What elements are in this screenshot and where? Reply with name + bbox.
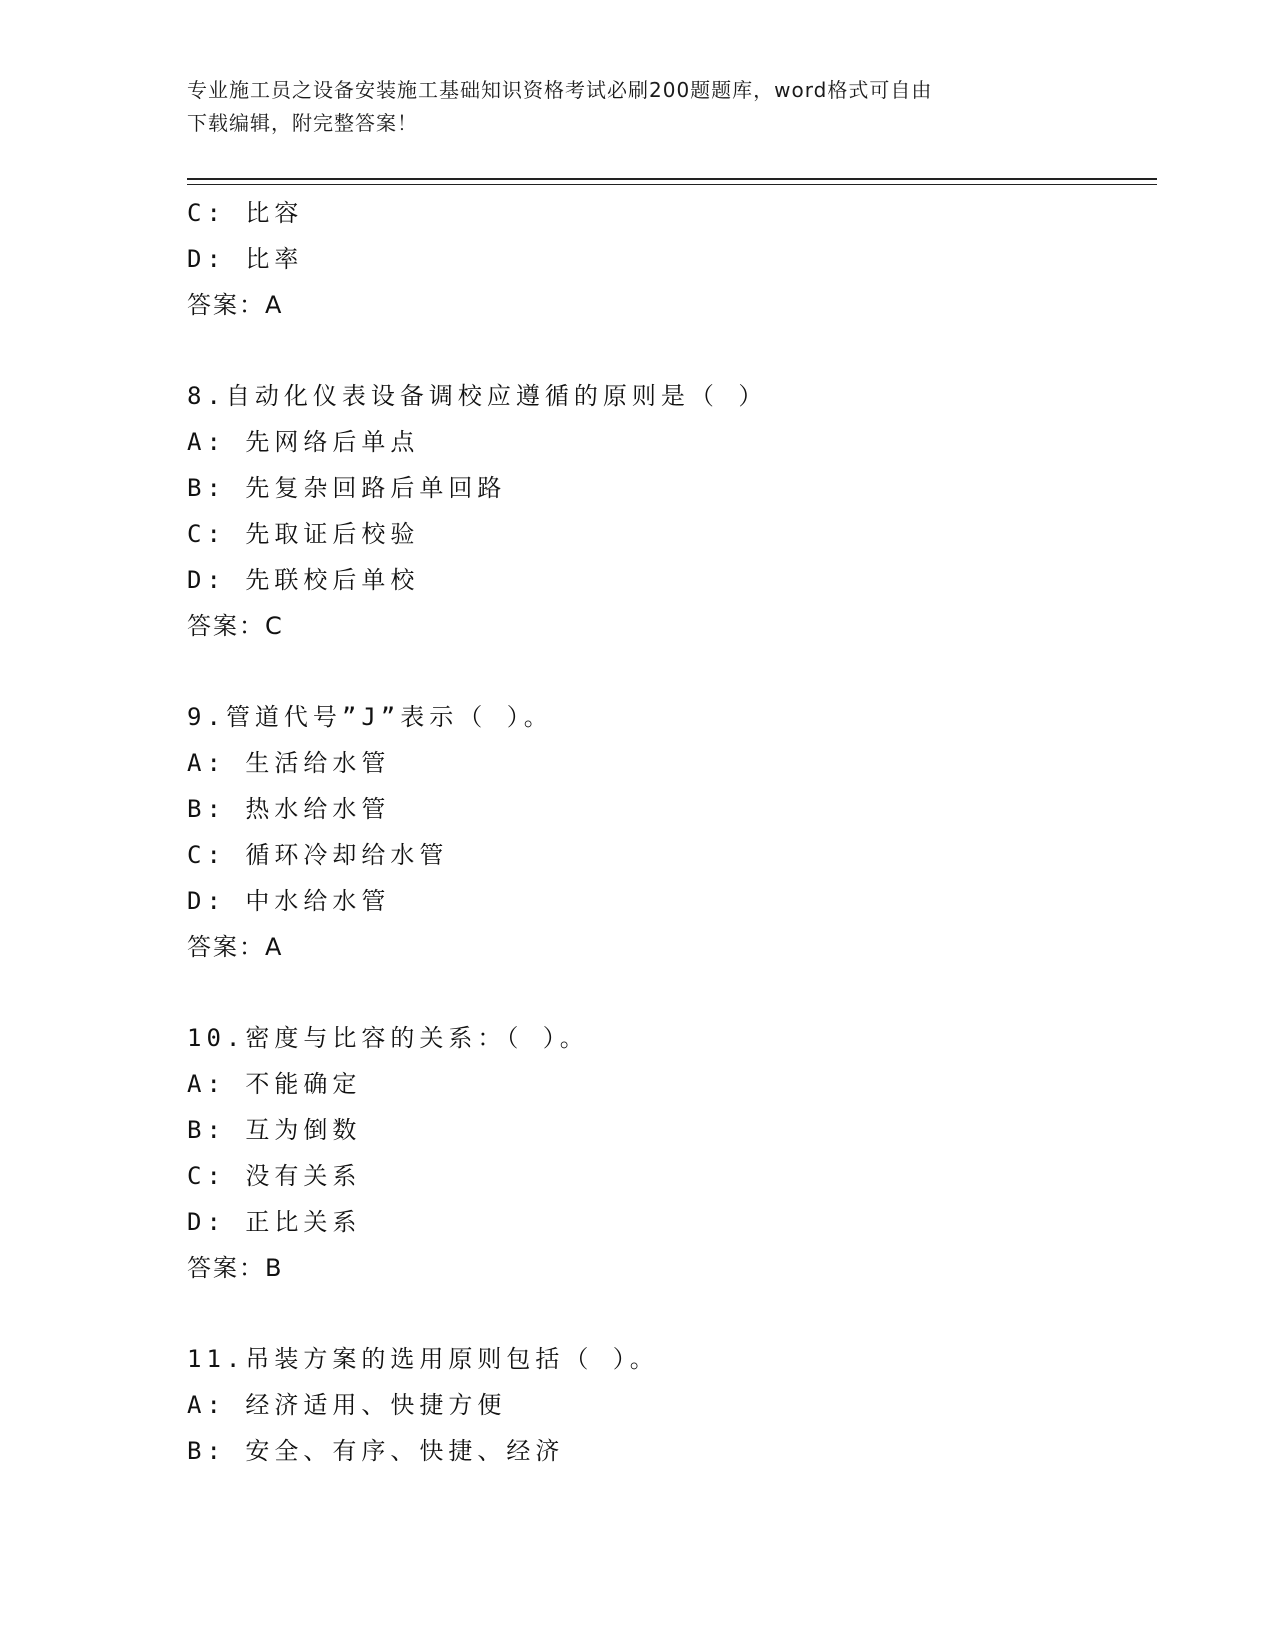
spacer xyxy=(187,1291,1157,1336)
question-block xyxy=(187,1015,1157,1291)
question-list xyxy=(187,190,1157,1474)
question-block xyxy=(187,1336,1157,1474)
option-b: B: 安全、有序、快捷、经济 xyxy=(187,1437,565,1465)
question-stem: 8.自动化仪表设备调校应遵循的原则是（ ） xyxy=(187,382,768,410)
option-d: D: 比率 xyxy=(187,245,304,273)
option-c: C: 循环冷却给水管 xyxy=(187,841,449,869)
option-b: B: 互为倒数 xyxy=(187,1116,362,1144)
option-b: B: 热水给水管 xyxy=(187,795,391,823)
header-title-line-2: 下载编辑，附完整答案！ xyxy=(187,111,418,135)
option-a: A: 生活给水管 xyxy=(187,749,391,777)
question-stem: 10.密度与比容的关系：（ ）。 xyxy=(187,1024,589,1052)
option-b: B: 先复杂回路后单回路 xyxy=(187,474,507,502)
question-block xyxy=(187,190,1157,328)
answer-line: 答案：A xyxy=(187,291,284,319)
question-stem: 11.吊装方案的选用原则包括（ ）。 xyxy=(187,1345,659,1373)
option-c: C: 比容 xyxy=(187,199,304,227)
spacer xyxy=(187,649,1157,694)
spacer xyxy=(187,970,1157,1015)
answer-line: 答案：A xyxy=(187,933,284,961)
answer-line: 答案：B xyxy=(187,1254,284,1282)
header-title-line-1: 专业施工员之设备安装施工基础知识资格考试必刷200题题库，word格式可自由 xyxy=(187,78,933,102)
spacer xyxy=(187,328,1157,373)
document-header xyxy=(187,74,1067,140)
option-c: C: 没有关系 xyxy=(187,1162,362,1190)
header-divider-thin xyxy=(187,184,1157,185)
option-d: D: 中水给水管 xyxy=(187,887,391,915)
option-a: A: 不能确定 xyxy=(187,1070,362,1098)
question-stem: 9.管道代号”J”表示（ ）。 xyxy=(187,703,553,731)
header-divider-thick xyxy=(187,178,1157,180)
option-a: A: 先网络后单点 xyxy=(187,428,420,456)
option-a: A: 经济适用、快捷方便 xyxy=(187,1391,507,1419)
answer-line: 答案：C xyxy=(187,612,284,640)
question-block xyxy=(187,694,1157,970)
option-d: D: 正比关系 xyxy=(187,1208,362,1236)
question-block xyxy=(187,373,1157,649)
option-d: D: 先联校后单校 xyxy=(187,566,420,594)
option-c: C: 先取证后校验 xyxy=(187,520,420,548)
